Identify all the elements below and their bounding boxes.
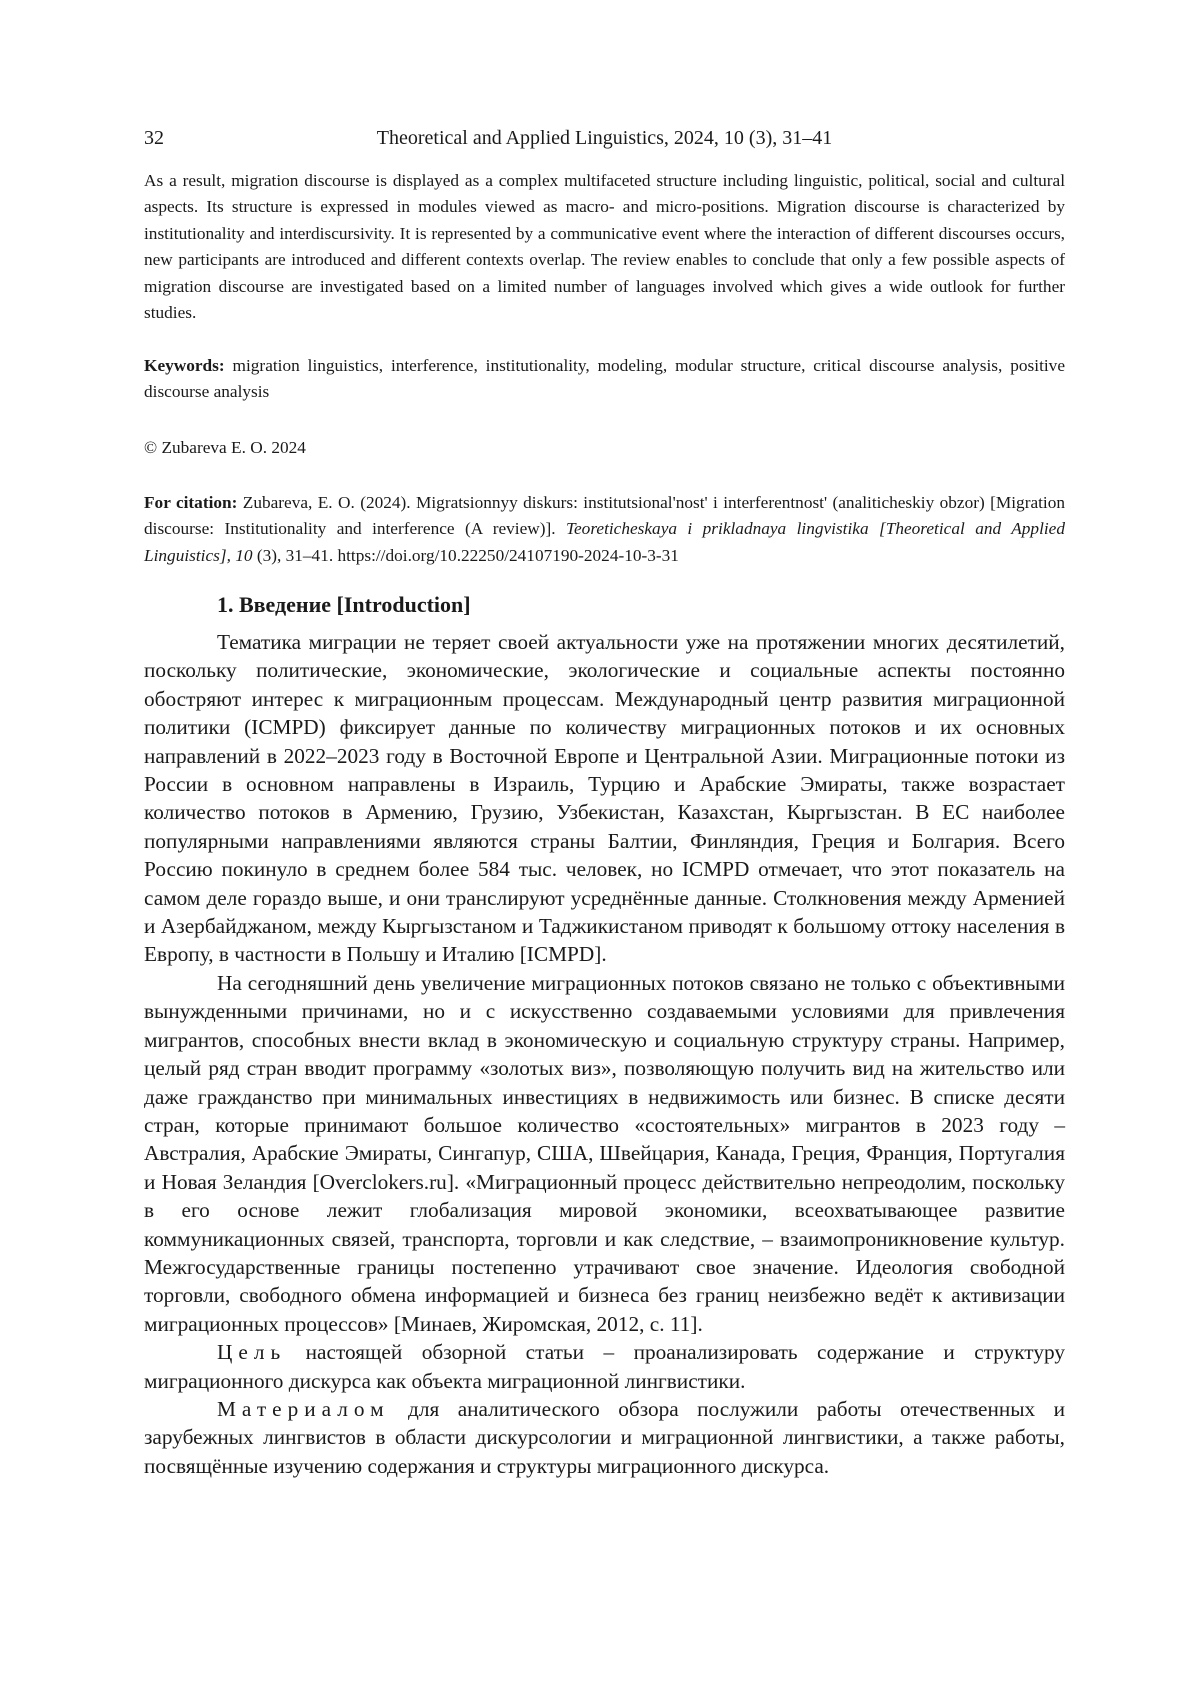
body-text: [144, 628, 1065, 1480]
copyright-text: © Zubareva E. O. 2024: [144, 438, 306, 457]
material-spaced-word: Материалом: [217, 1396, 390, 1421]
journal-title: Theoretical and Applied Linguistics, 2024, 10 (3), 31–41: [376, 127, 833, 149]
keywords-text: migration linguistics, interference, institutionality, modeling, modular structure, critical discourse analysis, positive discourse analysis: [144, 356, 1065, 402]
keywords-label: Keywords:: [144, 356, 225, 375]
citation: [144, 490, 1065, 569]
copyright: [144, 435, 1065, 461]
citation-text: Zubareva, E. O. (2024). Migratsionnyy diskurs: institutsional'nost' i interferentnost' (analiticheskiy obzor) [Migration discourse: Institutionality and interference (A review)].: [144, 493, 1065, 539]
paragraph: На сегодняшний день увеличение миграционных потоков связано не только с объективными вынужденными причинами, но и с искусственно создаваемыми условиями для привлечения мигрантов, способных внести вклад в экономическую и социальную структуру страны. Например, целый ряд стран вводит программу «золотых виз», позволяющую получить вид на жительство или даже гражданство при минимальных инвестициях в недвижимость или бизнес. В списке десяти стран, которые принимают большое количество «состоятельных» мигрантов в 2023 году – Австралия, Арабские Эмираты, Сингапур, США, Швейцария, Канада, Греция, Франция, Португалия и Новая Зеландия [Overclokers.ru]. «Миграционный процесс действительно непреодолим, поскольку в его основе лежит глобализация мировой экономики, всеохватывающее развитие коммуникационных связей, транспорта, торговли и как следствие, – взаимопроникновение культур. Межгосударственные границы постепенно утрачивают свое значение. Идеология свободной торговли, свободного обмена информацией и бизнеса без границ неизбежно ведёт к активизации миграционных процессов» [Минаев, Жиромская, 2012, с. 11].: [144, 970, 1065, 1336]
abstract-text: As a result, migration discourse is displayed as a complex multifaceted structure including linguistic, political, social and cultural aspects. Its structure is expressed in modules viewed as macro- and micro-positions. Migration discourse is characterized by institutionality and interdiscursivity. It is represented by a communicative event where the interaction of different discourses occurs, new participants are introduced and different contexts overlap. The review enables to conclude that only a few possible aspects of migration discourse are investigated based on a limited number of languages involved which gives a wide outlook for further studies.: [144, 171, 1065, 323]
citation-label: For citation:: [144, 493, 238, 512]
page-number: 32: [144, 127, 164, 149]
running-header: [144, 127, 1065, 155]
citation-journal: Teoreticheskaya i prikladnaya lingvistika [Theoretical and Applied Linguistics], 10: [144, 519, 1065, 565]
paragraph: Тематика миграции не теряет своей актуальности уже на протяжении многих десятилетий, поскольку политические, экономические, экологические и социальные аспекты постоянно обостряют интерес к миграционным процессам. Международный центр развития миграционной политики (ICMPD) фиксирует данные по количеству миграционных потоков и их основных направлений в 2022–2023 году в Восточной Европе и Центральной Азии. Миграционные потоки из России в основном направлены в Израиль, Турцию и Арабские Эмираты, также возрастает количество потоков в Армению, Грузию, Узбекистан, Казахстан, Кыргызстан. В ЕС наиболее популярными направлениями являются страны Балтии, Финляндия, Греция и Болгария. Всего Россию покинуло в среднем более 584 тыс. человек, но ICMPD отмечает, что этот показатель на самом деле гораздо выше, и они транслируют усреднённые данные. Столкновения между Арменией и Азербайджаном, между Кыргызстаном и Таджикистаном приводят к большому оттоку населения в Европу, в частности в Польшу и Италию [ICMPD].: [144, 630, 1065, 967]
material-text: для аналитического обзора послужили работы отечественных и зарубежных лингвистов в области дискурсологии и миграционной лингвистики, а также работы, посвящённые изучению содержания и структуры миграционного дискурса.: [144, 1396, 1065, 1478]
section-heading: 1. Введение [Introduction]: [217, 592, 471, 617]
goal-paragraph: [144, 1338, 1065, 1395]
goal-text: настоящей обзорной статьи – проанализировать содержание и структуру миграционного дискурса как объекта миграционной лингвистики.: [144, 1340, 1065, 1393]
goal-spaced-word: Цель: [217, 1340, 287, 1365]
keywords: [144, 353, 1065, 406]
material-paragraph: [144, 1395, 1065, 1480]
citation-tail: (3), 31–41. https://doi.org/10.22250/24107190-2024-10-3-31: [252, 545, 679, 565]
abstract: [144, 168, 1065, 326]
